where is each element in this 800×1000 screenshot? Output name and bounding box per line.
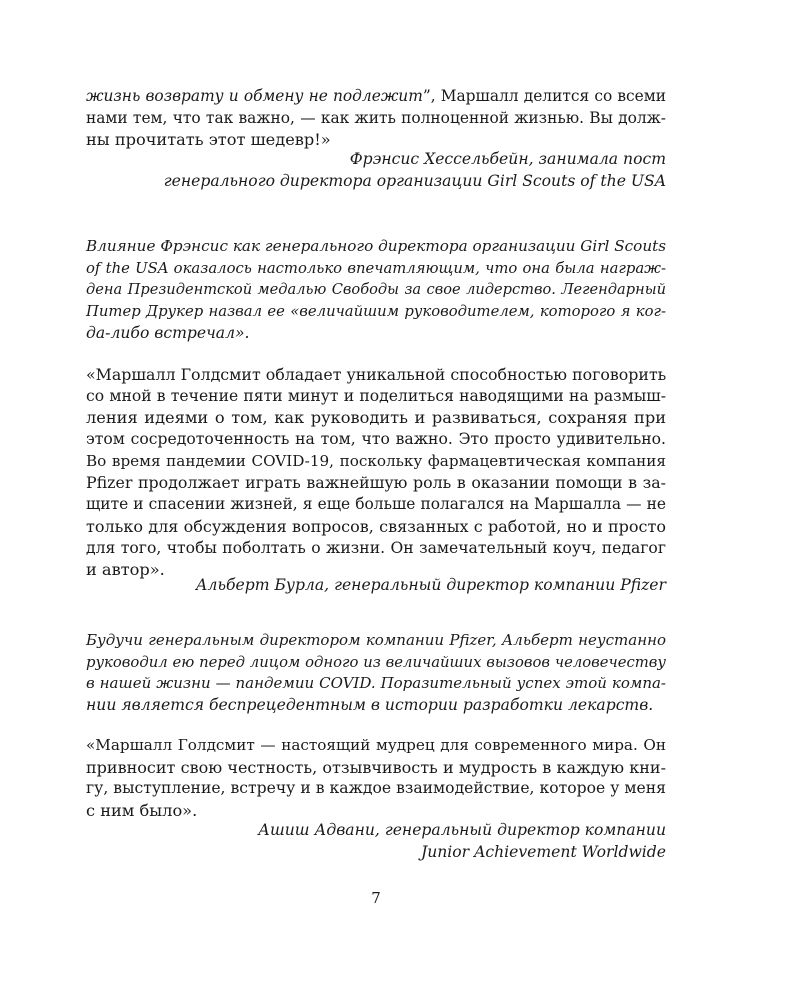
quote-line: гу, выступление, встречу и в каждое взаимодействие, которое у меня (86, 779, 666, 798)
comment-line: да-либо встречал». (86, 323, 250, 342)
quote-line: привносит свою честность, отзывчивость и мудрость в каждую кни- (86, 757, 666, 777)
quote-bourla (86, 364, 666, 581)
attribution-line: Ашиш Адвани, генеральный директор компании (258, 821, 666, 839)
book-page (86, 0, 666, 1000)
comment-line: Влияние Фрэнсис как генерального директора организации Girl Scouts (86, 237, 666, 255)
quote-line: и автор». (86, 560, 165, 580)
comment-line: нии является беспрецедентным в истории разработки лекарств. (86, 696, 654, 715)
quote-line: с ним было». (86, 801, 198, 821)
quote-line: Во время пандемии COVID-19, поскольку фармацевтическая компания (86, 451, 666, 470)
attribution-line: Фрэнсис Хессельбейн, занимала пост (349, 150, 666, 168)
attribution-advani (86, 820, 666, 863)
attribution-line: Альберт Бурла, генеральный директор компании Pfizer (195, 576, 666, 594)
text-line: нами тем, что так важно, — как жить полноценной жизнью. Вы долж- (86, 108, 666, 127)
quote-line: этом сосредоточенность на том, что важно. Это просто удивительно. (86, 430, 666, 449)
attribution-line: Junior Achievement Worldwide (420, 842, 666, 861)
attribution-line: генерального директора организации Girl Scouts of the USA (163, 171, 666, 190)
page-number: 7 (371, 889, 381, 907)
text-line: ны прочитать этот шедевр!» (86, 130, 331, 150)
quote-line: со мной в течение пяти минут и поделиться наводящими на размыш- (86, 386, 666, 405)
comment-bourla (86, 630, 666, 717)
quote-advani (86, 735, 666, 822)
quote-line: «Маршалл Голдсмит — настоящий мудрец для современного мира. Он (86, 736, 666, 754)
quote-line: только для обсуждения вопросов, связанных с работой, но и просто (86, 516, 666, 536)
quote-line: для того, чтобы поболтать о жизни. Он замечательный коуч, педагог (86, 538, 666, 557)
attribution-hesselbein (86, 149, 666, 192)
quote-line: «Маршалл Голдсмит обладает уникальной способностью поговорить (86, 365, 667, 384)
comment-line: дена Президентской медалью Свободы за свое лидерство. Легендарный (86, 281, 666, 299)
quote-line: Pfizer продолжает играть важнейшую роль в оказании помощи в за- (86, 473, 666, 493)
quote-line: ления идеями о том, как руководить и развиваться, сохраняя при (86, 408, 666, 428)
comment-line: руководил ею перед лицом одного из величайших вызовов человечеству (86, 653, 666, 671)
quote-line: щите и спасении жизней, я еще больше полагался на Маршалла — не (86, 495, 666, 514)
comment-line: of the USA оказалось настолько впечатляющим, что она была награж- (86, 259, 666, 277)
quote-continuation (86, 86, 666, 151)
comment-line: Будучи генеральным директором компании Pfizer, Альберт неустанно (86, 631, 666, 649)
attribution-bourla (86, 575, 666, 597)
text-line: жизнь возврату и обмену не подлежит”, Маршалл делится со всеми (86, 87, 667, 105)
comment-line: Питер Друкер назвал ее «величайшим руководителем, которого я ког- (86, 303, 666, 321)
comment-hesselbein (86, 236, 666, 344)
comment-line: в нашей жизни — пандемии COVID. Поразительный успех этой компа- (86, 674, 666, 693)
